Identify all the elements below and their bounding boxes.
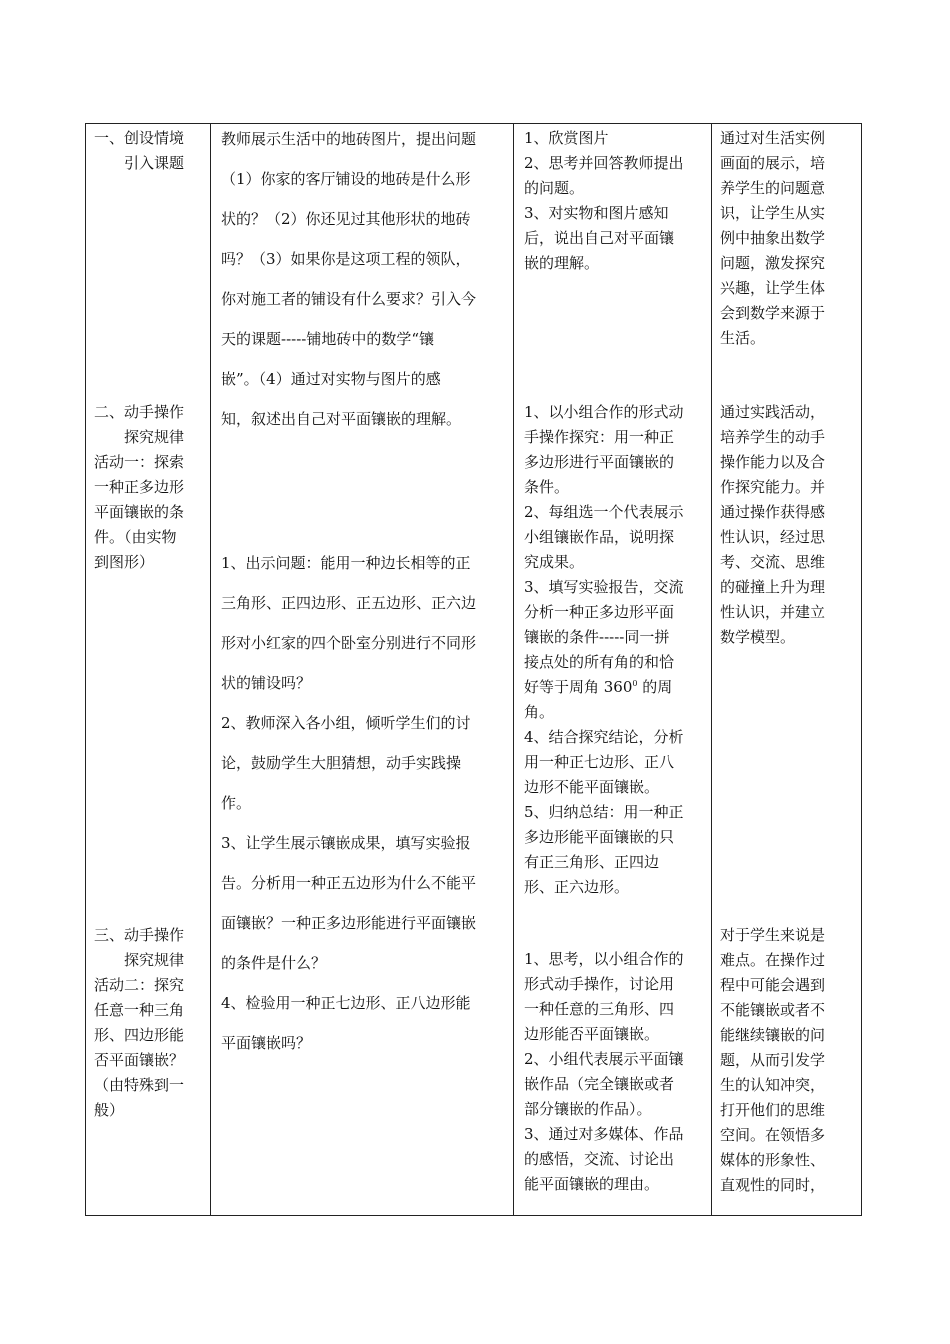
student-activity1-line: 5、归纳总结：用一种正 bbox=[524, 803, 684, 821]
student-activity1-line: 小组镶嵌作品，说明探 bbox=[524, 528, 675, 546]
student-activity2-line: 能平面镶嵌的理由。 bbox=[524, 1175, 660, 1193]
student-activity2-line: 的感悟，交流、讨论出 bbox=[524, 1150, 675, 1168]
stage-3-line: 三、动手操作 bbox=[94, 926, 185, 944]
student-intro-line: 嵌的理解。 bbox=[524, 254, 600, 272]
student-intro-line: 3、对实物和图片感知 bbox=[524, 204, 669, 222]
student-activity-column bbox=[514, 124, 712, 1216]
stage-1-text bbox=[94, 126, 206, 176]
intent-activity1-line: 性认识，并建立 bbox=[720, 603, 826, 621]
stage-3-line: 探究规律 bbox=[124, 951, 185, 969]
student-activity1-line: 用一种正七边形、正八 bbox=[524, 753, 675, 771]
intent-activity2-line: 生的认知冲突， bbox=[720, 1076, 826, 1094]
teacher-activity1-line: 4、检验用一种正七边形、正八边形能 bbox=[221, 994, 471, 1012]
student-activity2-line: 2、小组代表展示平面镶 bbox=[524, 1050, 684, 1068]
stage-3-line: 活动二：探究 bbox=[94, 976, 185, 994]
student-activity1-line: 1、以小组合作的形式动 bbox=[524, 403, 684, 421]
teacher-intro-line: 吗？（3）如果你是这项工程的领队， bbox=[221, 250, 471, 268]
intent-activity1-line: 的碰撞上升为理 bbox=[720, 578, 826, 596]
teacher-activity1-text bbox=[221, 543, 513, 1063]
intent-activity1-line: 数学模型。 bbox=[720, 628, 796, 646]
stage-2-line: 平面镶嵌的条 bbox=[94, 503, 185, 521]
student-activity2-line: 一种任意的三角形、四 bbox=[524, 1000, 675, 1018]
stage-3-text bbox=[94, 923, 210, 1123]
student-activity1-line: 形、正六边形。 bbox=[524, 878, 630, 896]
degree-line-start: 好等于周角 360 bbox=[524, 678, 633, 696]
student-activity2-text bbox=[524, 947, 710, 1197]
teacher-activity1-line: 2、教师深入各小组，倾听学生们的讨 bbox=[221, 714, 471, 732]
teacher-intro-line: 教师展示生活中的地砖图片，提出问题 bbox=[221, 130, 477, 148]
student-activity1-line: 镶嵌的条件-----同一拼 bbox=[524, 628, 670, 646]
lesson-plan-table bbox=[85, 123, 862, 1216]
intent-activity2-line: 不能镶嵌或者不 bbox=[720, 1001, 826, 1019]
intent-activity1-line: 通过操作获得感 bbox=[720, 503, 826, 521]
student-activity1-line: 究成果。 bbox=[524, 553, 585, 571]
student-activity2-line: 形式动手操作，讨论用 bbox=[524, 975, 675, 993]
student-activity2-line: 嵌作品（完全镶嵌或者 bbox=[524, 1075, 675, 1093]
intent-activity2-line: 空间。在领悟多 bbox=[720, 1126, 826, 1144]
stage-1-line: 引入课题 bbox=[124, 154, 185, 172]
design-intent-column bbox=[712, 124, 862, 1216]
intent-intro-line: 生活。 bbox=[720, 329, 766, 347]
student-activity1-line: 2、每组选一个代表展示 bbox=[524, 503, 684, 521]
intent-activity2-line: 难点。在操作过 bbox=[720, 951, 826, 969]
intent-intro-line: 养学生的问题意 bbox=[720, 179, 826, 197]
teacher-intro-line: 天的课题-----铺地砖中的数学“镶 bbox=[221, 330, 435, 348]
teacher-intro-line: （1）你家的客厅铺设的地砖是什么形 bbox=[221, 170, 471, 188]
teacher-intro-text bbox=[221, 124, 513, 439]
student-activity1-line: 4、结合探究结论，分析 bbox=[524, 728, 684, 746]
student-activity1-line: 有正三角形、正四边 bbox=[524, 853, 660, 871]
stage-2-line: 一种正多边形 bbox=[94, 478, 185, 496]
teacher-intro-line: 知，叙述出自己对平面镶嵌的理解。 bbox=[221, 410, 462, 428]
student-activity1-line: 接点处的所有角的和恰 bbox=[524, 653, 675, 671]
stage-3-line: 般） bbox=[94, 1101, 125, 1119]
student-activity1-line: 多边形进行平面镶嵌的 bbox=[524, 453, 675, 471]
degree-line bbox=[524, 675, 710, 700]
student-activity1-line: 边形不能平面镶嵌。 bbox=[524, 778, 660, 796]
teacher-activity1-line: 面镶嵌？一种正多边形能进行平面镶嵌 bbox=[221, 914, 477, 932]
stage-2-line: 探究规律 bbox=[124, 428, 185, 446]
stage-column bbox=[86, 124, 211, 1216]
student-activity2-line: 1、思考，以小组合作的 bbox=[524, 950, 684, 968]
stage-2-line: 到图形） bbox=[94, 553, 155, 571]
intent-intro-line: 通过对生活实例 bbox=[720, 129, 826, 147]
teacher-activity1-line: 的条件是什么？ bbox=[221, 954, 327, 972]
table-row bbox=[86, 124, 862, 1216]
intent-activity1-line: 操作能力以及合 bbox=[720, 453, 826, 471]
student-intro-text bbox=[524, 126, 710, 276]
intent-activity1-line: 通过实践活动， bbox=[720, 403, 826, 421]
intent-intro-line: 会到数学来源于 bbox=[720, 304, 826, 322]
student-activity1-line: 条件。 bbox=[524, 478, 570, 496]
stage-2-line: 件。（由实物 bbox=[94, 528, 177, 546]
stage-3-line: （由特殊到一 bbox=[94, 1076, 185, 1094]
stage-2-text bbox=[94, 400, 210, 575]
student-intro-line: 1、欣赏图片 bbox=[524, 129, 609, 147]
intent-activity1-line: 培养学生的动手 bbox=[720, 428, 826, 446]
stage-2-line: 二、动手操作 bbox=[94, 403, 185, 421]
student-intro-line: 2、思考并回答教师提出 bbox=[524, 154, 684, 172]
teacher-activity1-line: 三角形、正四边形、正五边形、正六边 bbox=[221, 594, 477, 612]
intent-activity1-line: 性认识，经过思 bbox=[720, 528, 826, 546]
intent-activity2-line: 媒体的形象性、 bbox=[720, 1151, 826, 1169]
student-activity2-line: 部分镶嵌的作品）。 bbox=[524, 1100, 652, 1118]
teacher-activity-column bbox=[211, 124, 514, 1216]
intent-intro-line: 问题，激发探究 bbox=[720, 254, 826, 272]
teacher-activity1-line: 形对小红家的四个卧室分别进行不同形 bbox=[221, 634, 477, 652]
stage-3-line: 否平面镶嵌？ bbox=[94, 1051, 185, 1069]
student-intro-line: 的问题。 bbox=[524, 179, 585, 197]
degree-line-end: 的周 bbox=[637, 678, 673, 696]
student-intro-line: 后，说出自己对平面镶 bbox=[524, 229, 675, 247]
intent-intro-line: 画面的展示，培 bbox=[720, 154, 826, 172]
intent-activity1-line: 考、交流、思维 bbox=[720, 553, 826, 571]
intent-activity2-line: 直观性的同时， bbox=[720, 1176, 826, 1194]
stage-3-line: 任意一种三角 bbox=[94, 1001, 185, 1019]
intent-activity1-text bbox=[720, 400, 860, 650]
intent-activity2-line: 题，从而引发学 bbox=[720, 1051, 826, 1069]
student-activity1-line: 手操作探究：用一种正 bbox=[524, 428, 675, 446]
teacher-activity1-line: 作。 bbox=[221, 794, 252, 812]
student-activity1-line: 分析一种正多边形平面 bbox=[524, 603, 675, 621]
intent-intro-text bbox=[720, 126, 860, 351]
student-activity1-text bbox=[524, 400, 710, 900]
teacher-activity1-line: 3、让学生展示镶嵌成果，填写实验报 bbox=[221, 834, 471, 852]
intent-intro-line: 兴趣，让学生体 bbox=[720, 279, 826, 297]
student-activity1-line: 多边形能平面镶嵌的只 bbox=[524, 828, 675, 846]
degree-superscript: 0 bbox=[632, 679, 638, 688]
intent-activity2-line: 打开他们的思维 bbox=[720, 1101, 826, 1119]
intent-activity2-line: 程中可能会遇到 bbox=[720, 976, 826, 994]
student-activity2-line: 边形能否平面镶嵌。 bbox=[524, 1025, 660, 1043]
teacher-intro-line: 你对施工者的铺设有什么要求？引入今 bbox=[221, 290, 477, 308]
teacher-intro-line: 状的？（2）你还见过其他形状的地砖 bbox=[221, 210, 471, 228]
intent-activity1-line: 作探究能力。并 bbox=[720, 478, 826, 496]
stage-1-line: 一、创设情境 bbox=[94, 129, 185, 147]
student-activity1-line: 3、填写实验报告，交流 bbox=[524, 578, 684, 596]
teacher-activity1-line: 状的铺设吗？ bbox=[221, 674, 312, 692]
teacher-intro-line: 嵌”。（4）通过对实物与图片的感 bbox=[221, 370, 441, 388]
student-activity2-line: 3、通过对多媒体、作品 bbox=[524, 1125, 684, 1143]
intent-intro-line: 例中抽象出数学 bbox=[720, 229, 826, 247]
stage-2-line: 活动一：探索 bbox=[94, 453, 185, 471]
intent-activity2-text bbox=[720, 923, 860, 1198]
intent-activity2-line: 能继续镶嵌的问 bbox=[720, 1026, 826, 1044]
teacher-activity1-line: 平面镶嵌吗？ bbox=[221, 1034, 312, 1052]
student-activity1-line: 角。 bbox=[524, 703, 555, 721]
intent-intro-line: 识，让学生从实 bbox=[720, 204, 826, 222]
teacher-activity1-line: 论，鼓励学生大胆猜想，动手实践操 bbox=[221, 754, 462, 772]
stage-3-line: 形、四边形能 bbox=[94, 1026, 185, 1044]
teacher-activity1-line: 1、出示问题：能用一种边长相等的正 bbox=[221, 554, 471, 572]
intent-activity2-line: 对于学生来说是 bbox=[720, 926, 826, 944]
teacher-activity1-line: 告。分析用一种正五边形为什么不能平 bbox=[221, 874, 477, 892]
